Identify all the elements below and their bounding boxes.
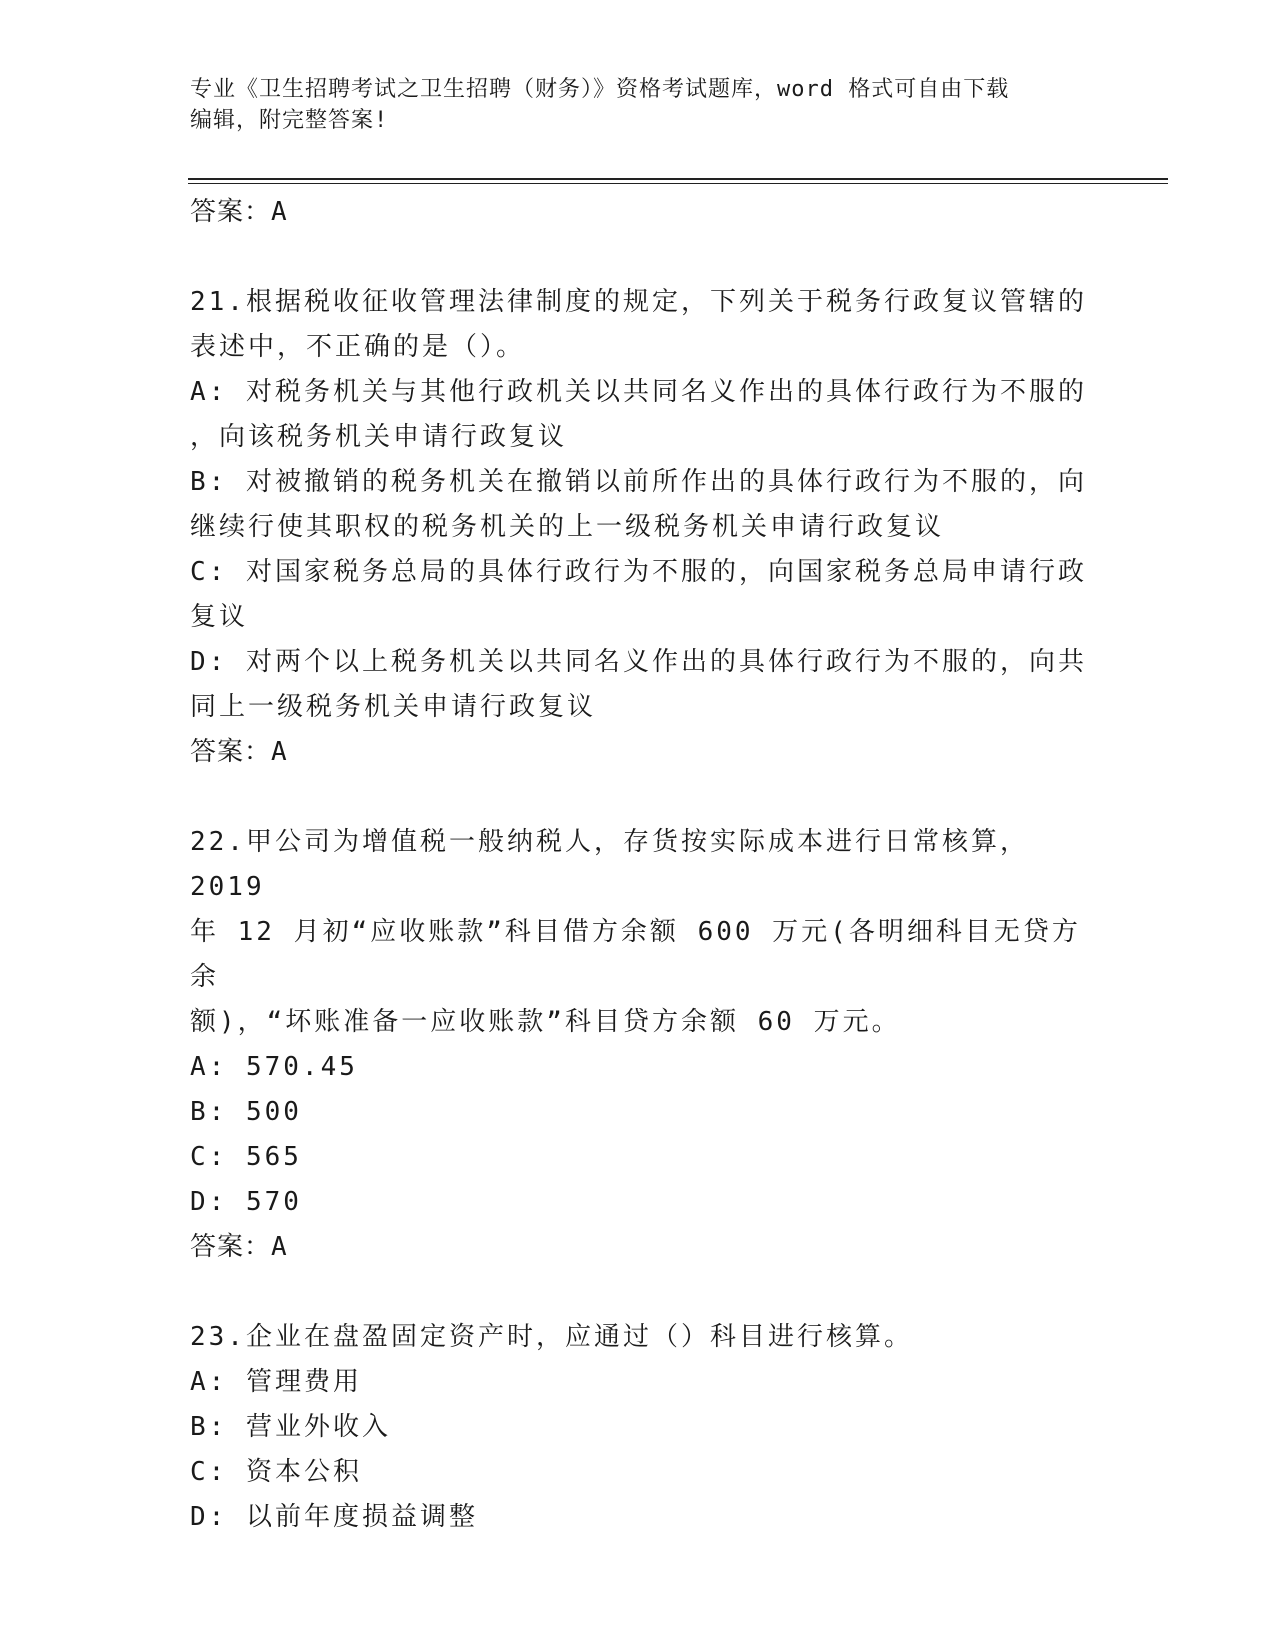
header-divider-thick <box>188 178 1168 180</box>
answer-line: 答案：A <box>190 197 288 227</box>
spacer <box>190 775 1090 820</box>
option-line: 继续行使其职权的税务机关的上一级税务机关申请行政复议 <box>190 512 945 542</box>
spacer <box>190 235 1090 280</box>
option-line: B: 对被撤销的税务机关在撤销以前所作出的具体行政行为不服的，向 <box>190 467 1087 497</box>
question-block <box>190 280 1090 820</box>
document-header <box>190 74 1090 136</box>
option-line: A: 570.45 <box>190 1052 358 1082</box>
question-content <box>190 190 1090 1540</box>
question-stem-line: 年 12 月初“应收账款”科目借方余额 600 万元(各明细科目无贷方余 <box>190 917 1081 992</box>
question-block <box>190 1315 1090 1540</box>
spacer <box>190 1270 1090 1315</box>
question-list <box>190 280 1090 1540</box>
option-line: C: 565 <box>190 1142 302 1172</box>
header-line-1: 专业《卫生招聘考试之卫生招聘（财务）》资格考试题库，word 格式可自由下载 <box>190 77 1010 102</box>
answer-line: 答案：A <box>190 737 288 767</box>
option-line: 同上一级税务机关申请行政复议 <box>190 692 597 722</box>
option-line: B: 500 <box>190 1097 302 1127</box>
option-line: D: 以前年度损益调整 <box>190 1502 478 1532</box>
option-line: C: 资本公积 <box>190 1457 362 1487</box>
option-line: ，向该税务机关申请行政复议 <box>190 422 568 452</box>
option-line: D: 对两个以上税务机关以共同名义作出的具体行政行为不服的，向共 <box>190 647 1087 677</box>
question-stem-line: 21.根据税收征收管理法律制度的规定，下列关于税务行政复议管辖的 <box>190 287 1087 317</box>
option-line: A: 对税务机关与其他行政机关以共同名义作出的具体行政行为不服的 <box>190 377 1087 407</box>
option-line: C: 对国家税务总局的具体行政行为不服的，向国家税务总局申请行政 <box>190 557 1087 587</box>
question-stem-line: 表述中，不正确的是（）。 <box>190 332 526 362</box>
answer-line: 答案：A <box>190 1232 288 1262</box>
option-line: 复议 <box>190 602 249 632</box>
question-stem-line: 22.甲公司为增值税一般纳税人，存货按实际成本进行日常核算，2019 <box>190 827 1029 902</box>
header-divider-thin <box>188 183 1168 184</box>
option-line: A: 管理费用 <box>190 1367 362 1397</box>
question-stem-line: 23.企业在盘盈固定资产时，应通过（）科目进行核算。 <box>190 1322 913 1352</box>
header-line-2: 编辑，附完整答案! <box>190 108 389 133</box>
option-line: B: 营业外收入 <box>190 1412 391 1442</box>
question-stem-line: 额)，“坏账准备一应收账款”科目贷方余额 60 万元。 <box>190 1007 901 1037</box>
option-line: D: 570 <box>190 1187 302 1217</box>
question-block <box>190 820 1090 1315</box>
